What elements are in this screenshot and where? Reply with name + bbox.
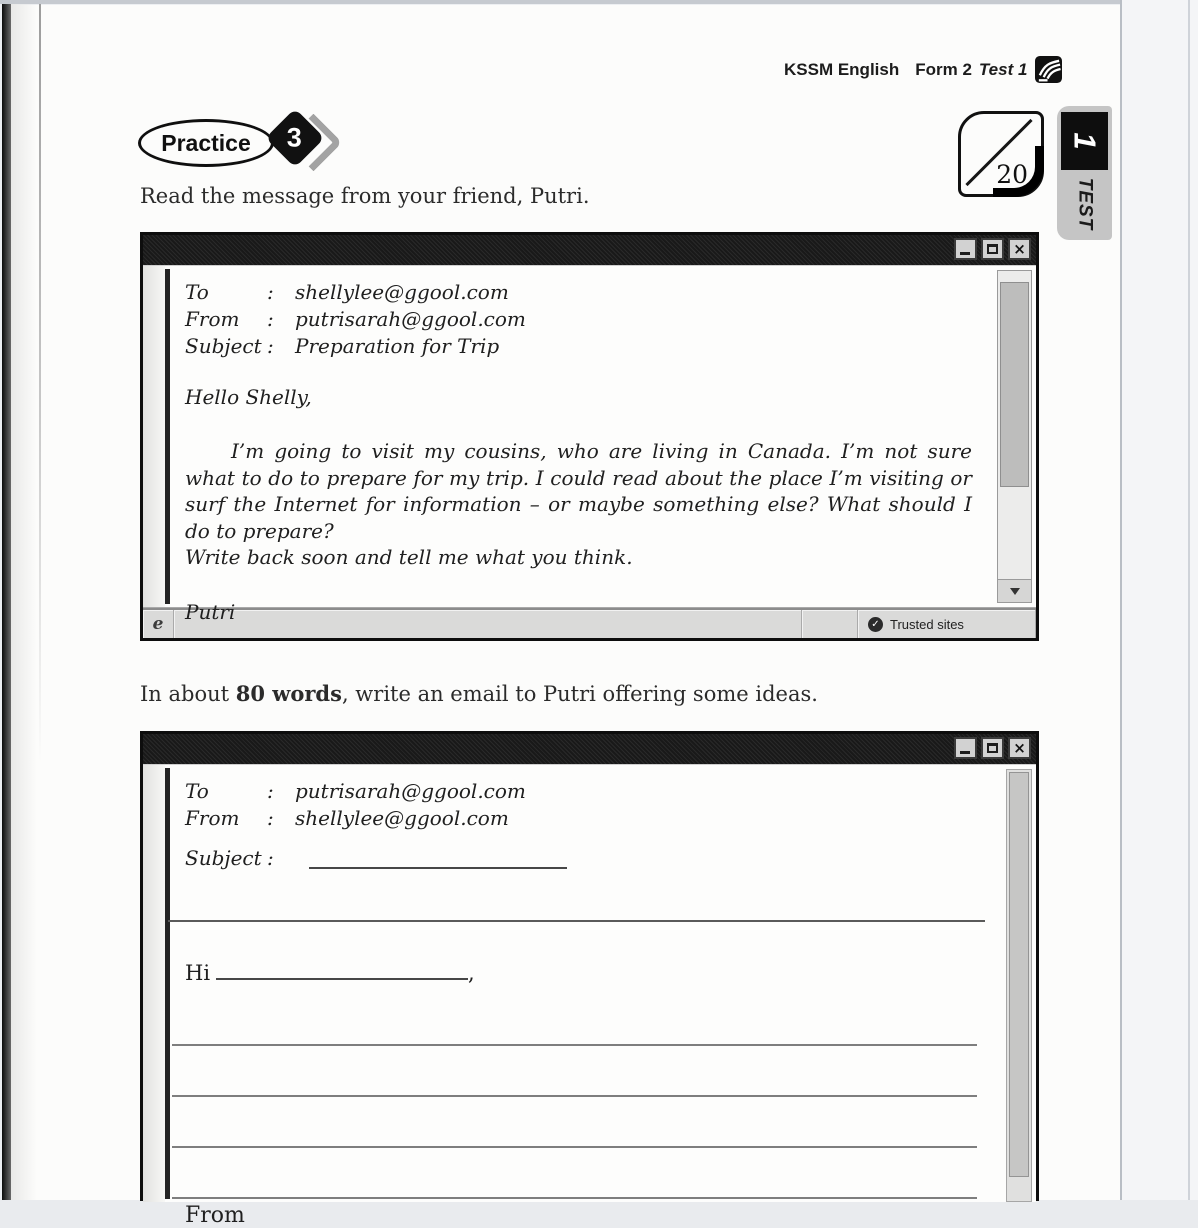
- content-frame-bar: [165, 269, 170, 604]
- scrollbar-thumb[interactable]: [1009, 772, 1029, 1177]
- writing-line: [172, 1046, 977, 1097]
- trusted-sites-label: Trusted sites: [890, 616, 964, 632]
- greeting-blank-line: [216, 962, 468, 980]
- scroll-down-button[interactable]: [998, 579, 1031, 602]
- message-window: [140, 232, 1039, 641]
- email-field-row: [185, 279, 972, 306]
- test-tab-number-box: [1061, 112, 1108, 170]
- book-test-number: Test 1: [978, 59, 1028, 79]
- score-total: 20: [996, 160, 1028, 189]
- content-left-margin: [143, 765, 165, 1202]
- minimize-icon: [960, 751, 970, 754]
- test-side-tab: [1057, 106, 1112, 240]
- email-signature: Putri: [185, 599, 236, 624]
- email-closing-line: Write back soon and tell me what you think.: [185, 545, 633, 569]
- minimize-button[interactable]: [954, 737, 977, 759]
- header-separator-line: [168, 920, 985, 922]
- maximize-button[interactable]: [981, 238, 1004, 260]
- reply-greeting-prefix: Hi: [185, 961, 211, 985]
- reply-window: [140, 731, 1039, 1228]
- maximize-button[interactable]: [981, 737, 1004, 759]
- close-icon: ×: [1013, 239, 1026, 258]
- reply-greeting: [185, 961, 475, 985]
- scan-page-curl-line: [39, 4, 41, 764]
- subject-field-row: [185, 845, 972, 872]
- maximize-icon: [987, 743, 998, 753]
- email-field-row: [185, 306, 972, 333]
- content-left-margin: [143, 266, 165, 607]
- field-value: putrisarah@ggool.com: [295, 779, 526, 803]
- scan-right-gutter: [1122, 0, 1198, 1200]
- scan-right-line: [1188, 0, 1190, 1200]
- instruction-write-prefix: In about: [140, 682, 236, 706]
- practice-badge-label: Practice: [161, 129, 251, 156]
- minimize-button[interactable]: [954, 238, 977, 260]
- instruction-write: [140, 681, 818, 706]
- reply-closing: From: [185, 1203, 245, 1228]
- field-value: shellylee@ggool.com: [295, 280, 509, 304]
- practice-badge-number: 3: [287, 122, 303, 153]
- email-greeting: Hello Shelly,: [185, 385, 312, 409]
- scan-top-edge: [0, 0, 1198, 4]
- writing-line: [172, 1097, 977, 1148]
- arrow-down-icon: [1010, 588, 1020, 595]
- score-box: [958, 111, 1044, 197]
- field-label: To: [185, 280, 209, 304]
- book-header: [784, 56, 1062, 83]
- field-colon: :: [267, 806, 274, 830]
- reply-header-fields: [185, 765, 972, 872]
- test-tab-label: TEST: [1074, 177, 1096, 231]
- message-window-titlebar: [143, 235, 1036, 265]
- minimize-icon: [960, 252, 970, 255]
- reply-window-content: [143, 764, 1036, 1228]
- book-series-title: KSSM English: [784, 59, 900, 79]
- reply-header: [185, 765, 972, 872]
- field-value: shellylee@ggool.com: [295, 806, 509, 830]
- field-colon: :: [267, 334, 274, 358]
- browser-icon: e: [152, 614, 164, 634]
- close-icon: ×: [1013, 738, 1026, 757]
- email-field-row: [185, 805, 972, 832]
- message-window-controls: [954, 238, 1031, 260]
- writing-line: [172, 1148, 977, 1199]
- field-label: From: [185, 806, 240, 830]
- practice-badge: [138, 110, 348, 170]
- test-tab-label-box: [1057, 172, 1112, 236]
- email-paragraph: I’m going to visit my cousins, who are living in Canada. I’m not sure what to do to prepare for my trip. I could read about the place I’m visiting or surf the Internet for information – or maybe something else? What should I do to prepare?: [185, 439, 972, 543]
- writing-line: [172, 995, 977, 1046]
- reply-greeting-suffix: ,: [468, 961, 475, 985]
- reply-window-titlebar: [143, 734, 1036, 764]
- email-field-row: [185, 778, 972, 805]
- scan-binding-edge: [2, 4, 11, 1200]
- field-colon: :: [267, 846, 274, 870]
- test-tab-number: 1: [1067, 132, 1103, 150]
- field-colon: :: [267, 779, 274, 803]
- instruction-write-suffix: , write an email to Putri offering some ideas.: [341, 682, 818, 706]
- field-label: To: [185, 779, 209, 803]
- field-colon: :: [267, 280, 274, 304]
- practice-badge-oval: [138, 119, 274, 167]
- field-label: Subject: [185, 846, 262, 870]
- field-colon: :: [267, 307, 274, 331]
- scan-page-right-edge: [1120, 0, 1122, 1200]
- field-label: Subject: [185, 334, 262, 358]
- trusted-sites-icon: ✓: [868, 617, 883, 632]
- vertical-scrollbar[interactable]: [1006, 769, 1032, 1202]
- field-value: putrisarah@ggool.com: [295, 307, 526, 331]
- scan-left-shadow: [11, 4, 37, 1200]
- maximize-icon: [987, 244, 998, 254]
- email-header-fields: [185, 266, 972, 360]
- email-field-row: [185, 333, 972, 360]
- close-button[interactable]: [1008, 238, 1031, 260]
- email-message: [185, 266, 972, 626]
- writing-lines: [172, 995, 977, 1199]
- book-form-level: Form 2: [915, 59, 972, 79]
- field-label: From: [185, 307, 240, 331]
- instruction-read: Read the message from your friend, Putri.: [140, 184, 590, 208]
- reply-window-controls: [954, 737, 1031, 759]
- status-browser-cell: [143, 610, 174, 638]
- publisher-logo-icon: [1035, 56, 1062, 83]
- close-button[interactable]: [1008, 737, 1031, 759]
- subject-blank-line: [309, 845, 567, 869]
- content-frame-bar: [165, 768, 170, 1199]
- instruction-write-bold: 80 words: [235, 681, 342, 706]
- vertical-scrollbar[interactable]: [997, 270, 1032, 603]
- field-value: Preparation for Trip: [295, 334, 500, 358]
- scrollbar-thumb[interactable]: [1000, 282, 1029, 487]
